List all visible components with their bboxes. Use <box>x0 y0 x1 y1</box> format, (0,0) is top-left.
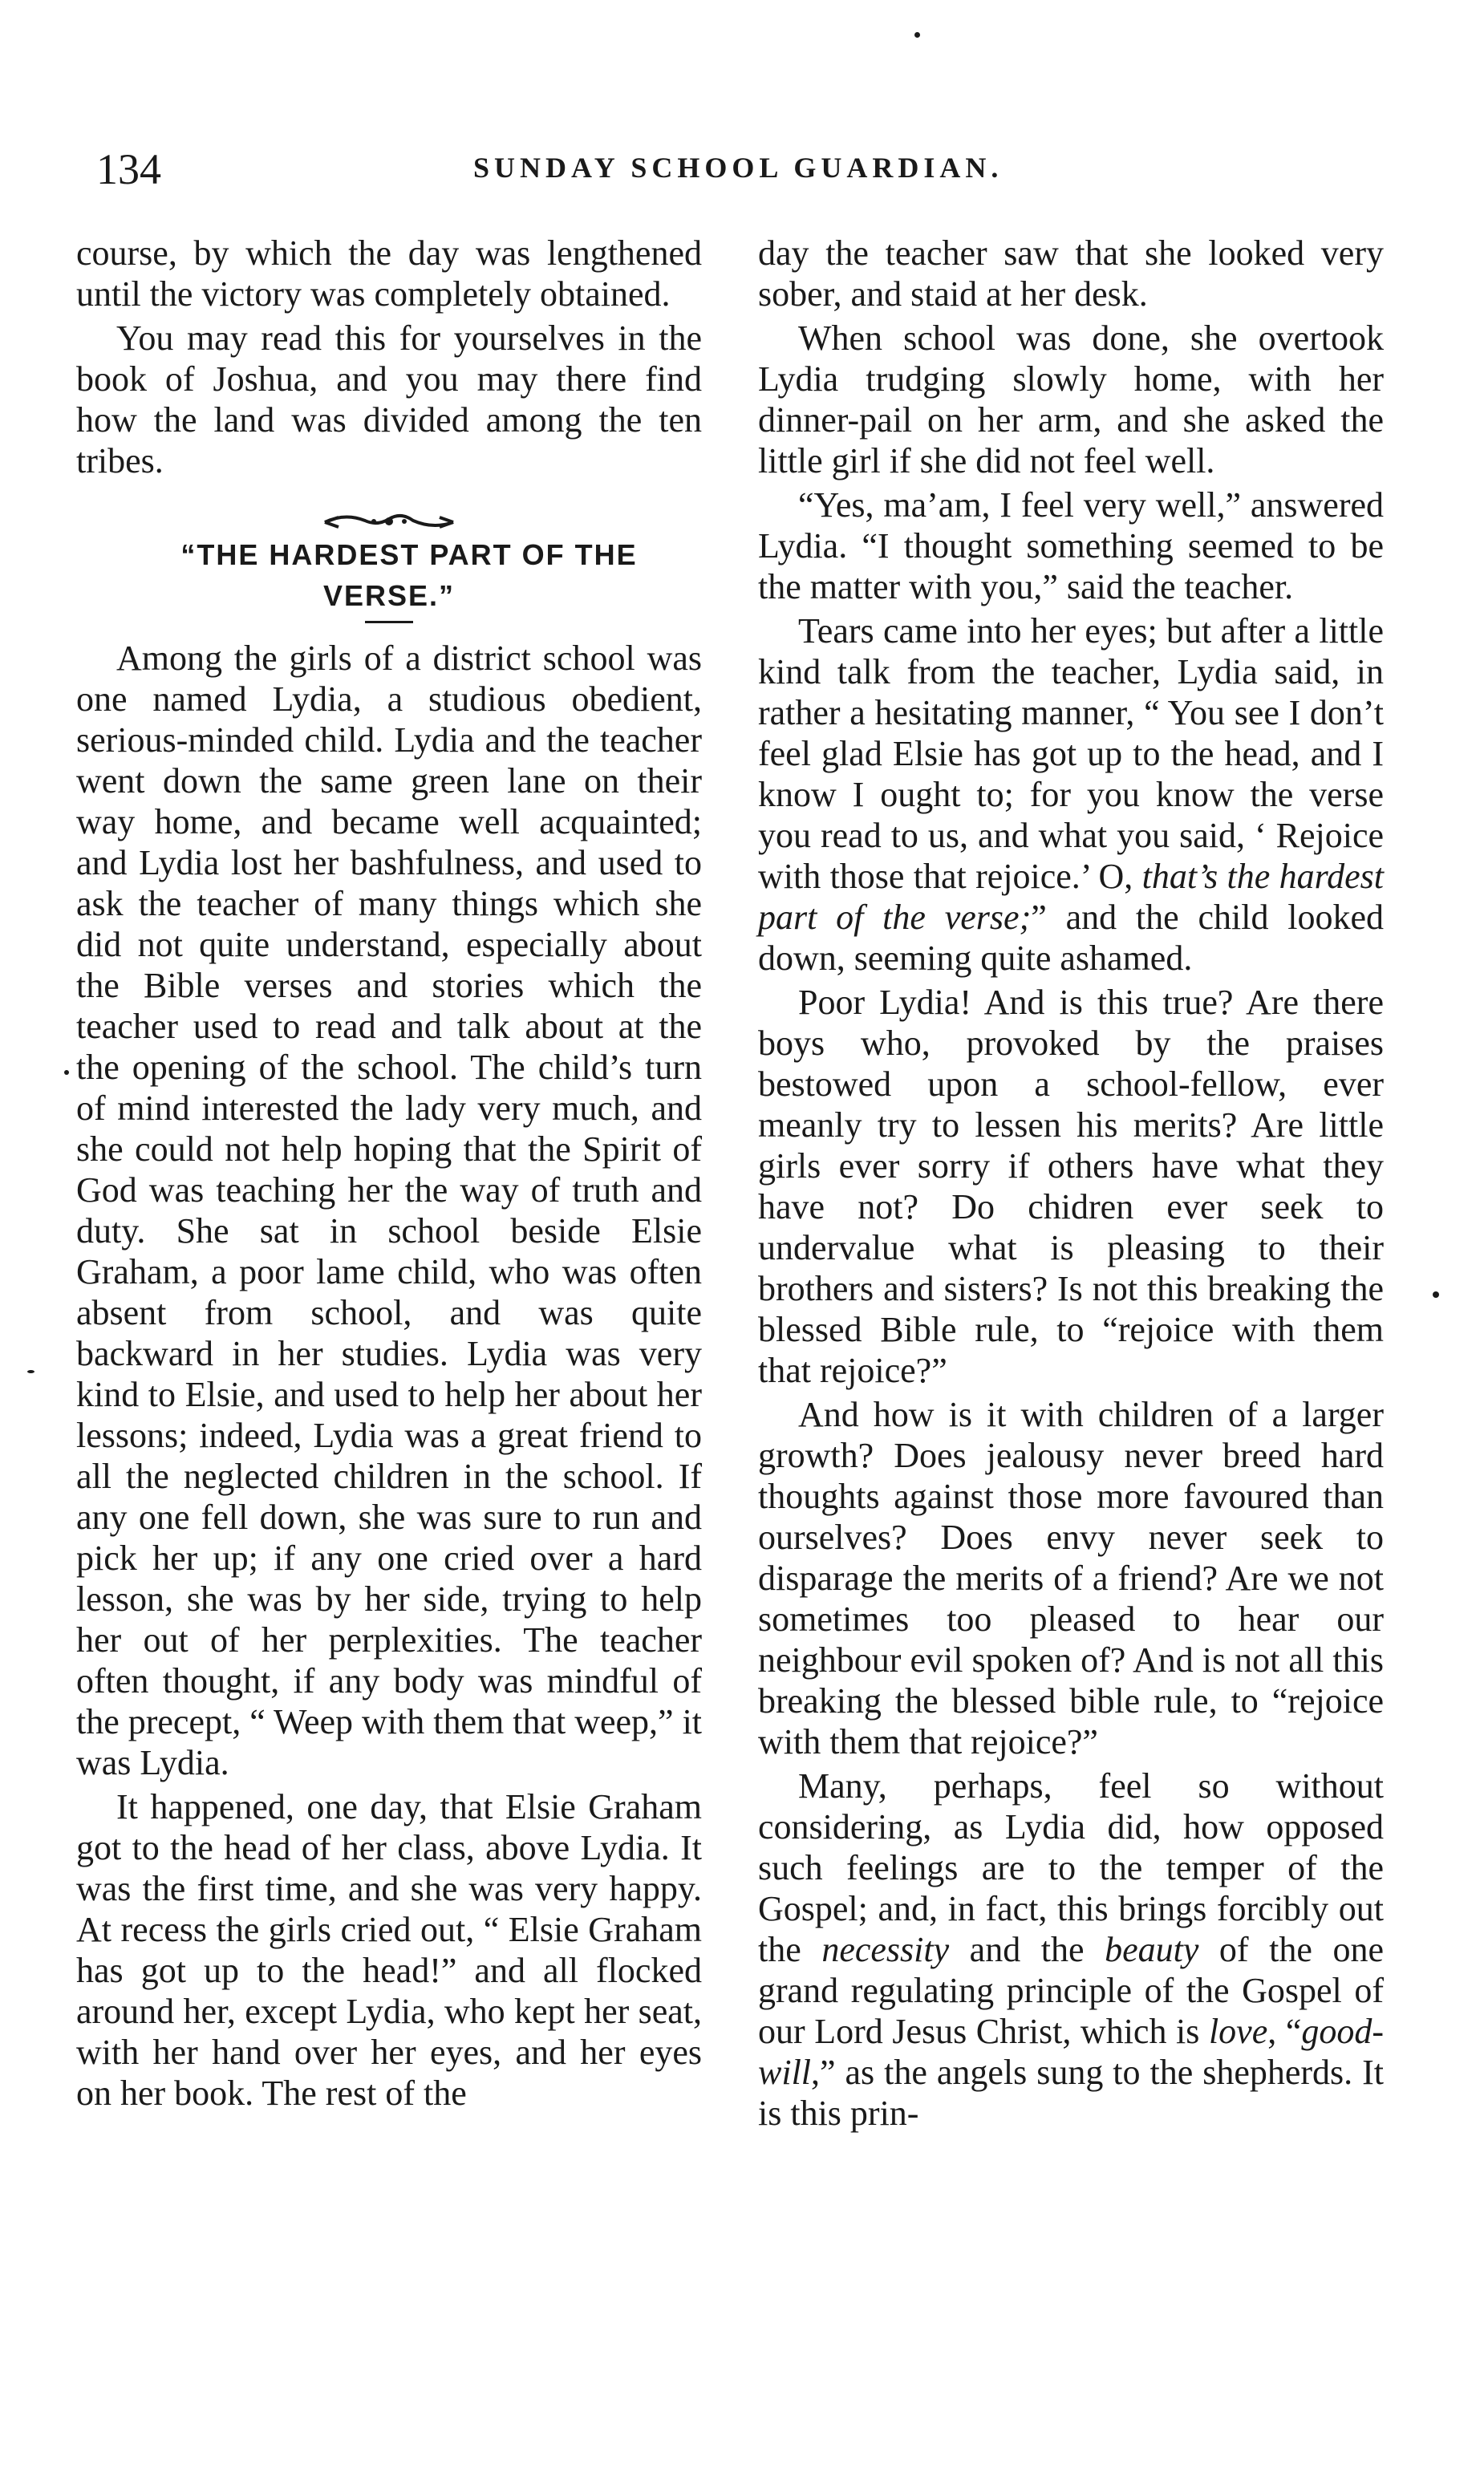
paragraph <box>758 610 1384 979</box>
print-speck <box>64 1070 69 1075</box>
page-number: 134 <box>96 145 161 193</box>
text-run: Many, perhaps, feel so without considering, as Lydia did, how opposed such feelings are to the temper of the Gospel; and, in fact, this brings forcibly out the <box>758 1766 1384 1969</box>
paragraph <box>758 1765 1384 2134</box>
text-run: of the one grand regulating principle of the Gospel of our Lord Jesus Christ, which is <box>758 1930 1384 2051</box>
paragraph: You may read this for yourselves in the book of Joshua, and you may there find how the land was divided among the ten tribes. <box>76 318 702 480</box>
paragraph: Poor Lydia! And is this true? Are there boys who, provoked by the praises bestowed upon a school-fellow, ever meanly try to lessen his merits? Are little girls ever sorry if others have what they have not? Do chidren ever seek to undervalue what is pleasing to their brothers and sisters? Is not this breaking the blessed Bible rule, to “rejoice with them that rejoice?” <box>758 983 1384 1390</box>
section-title: “THE HARDEST PART OF THE VERSE.” <box>180 538 638 612</box>
left-column <box>76 233 702 2117</box>
journal-title: SUNDAY SCHOOL GUARDIAN. <box>473 152 1004 184</box>
paragraph: course, by which the day was lengthened until the victory was completely obtained. <box>76 233 702 314</box>
paragraph: “Yes, ma’am, I feel very well,” answered Lydia. “I thought something seemed to be the matter with you,” said the teacher. <box>758 485 1384 606</box>
right-column <box>758 233 1384 2137</box>
emphasis-text: beauty <box>1105 1930 1199 1969</box>
text-run: , “ <box>1267 2012 1302 2051</box>
decorative-flourish-icon <box>76 502 702 526</box>
paragraph: Among the girls of a district school was one named Lydia, a studious obedient, serious-minded child. Lydia and the teacher went down the same green lane on their way home, and became well acquainted; and Lydia lost her bashfulness, and used to ask the teacher of many things which she did not quite understand, especially about the Bible verses and stories which the teacher used to read and talk about at the the opening of the school. The child’s turn of mind interested the lady very much, and she could not help hoping that the Spirit of God was teaching her the way of truth and duty. She sat in school beside Elsie Graham, a poor lame child, who was often absent from school, and was quite backward in her studies. Lydia was very kind to Elsie, and used to help her about her lessons; indeed, Lydia was a great friend to all the neglected children in the school. If any one fell down, she was sure to run and pick her up; if any one cried over a hard lesson, she was by her side, trying to help her out of her perplexities. The teacher often thought, if any body was mindful of the precept, “ Weep with them that weep,” it was Lydia. <box>76 638 703 1782</box>
text-run: Tears came into her eyes; but after a little kind talk from the teacher, Lydia said, in rather a hesitating manner, “ You see I don’t feel glad Elsie has got up to the head, and I know I ought to; for you know the verse you read to us, and what you said, ‘ Rejoice with those that rejoice.’ O, <box>758 611 1384 896</box>
running-head <box>96 144 1396 209</box>
paragraph: It happened, one day, that Elsie Graham got to the head of her class, above Lydia. It was the first time, and she was very happy. At recess the girls cried out, “ Elsie Graham has got up to the head!” and all flocked around her, except Lydia, who kept her seat, with her hand over her eyes, and her eyes on her book. The rest of the <box>76 1787 702 2113</box>
title-rule <box>365 621 413 623</box>
text-run: ” and the child looked down, seeming quite ashamed. <box>758 898 1385 978</box>
paragraph: day the teacher saw that she looked very sober, and staid at her desk. <box>758 233 1384 314</box>
print-speck <box>27 1370 34 1373</box>
text-run: and the <box>949 1930 1105 1969</box>
emphasis-text: love <box>1208 2012 1268 2051</box>
emphasis-text: good-will <box>758 2012 1385 2092</box>
emphasis-text: that’s the hardest part of the verse; <box>758 857 1384 937</box>
paragraph: And how is it with children of a larger growth? Does jealousy never breed hard thoughts against those more favoured than ourselves? Does envy never seek to disparage the merits of a friend? Are we not sometimes too pleased to hear our neighbour evil spoken of? And is not all this breaking the blessed bible rule, to “rejoice with them that rejoice?” <box>758 1395 1384 1761</box>
print-speck <box>914 32 920 38</box>
print-speck <box>1433 1291 1439 1298</box>
paragraph: When school was done, she overtook Lydia trudging slowly home, with her dinner-pail on her arm, and she asked the little girl if she did not feel well. <box>758 318 1384 480</box>
emphasis-text: necessity <box>821 1930 950 1969</box>
text-run: ,” as the angels sung to the shepherds. It is this prin- <box>758 2053 1384 2133</box>
